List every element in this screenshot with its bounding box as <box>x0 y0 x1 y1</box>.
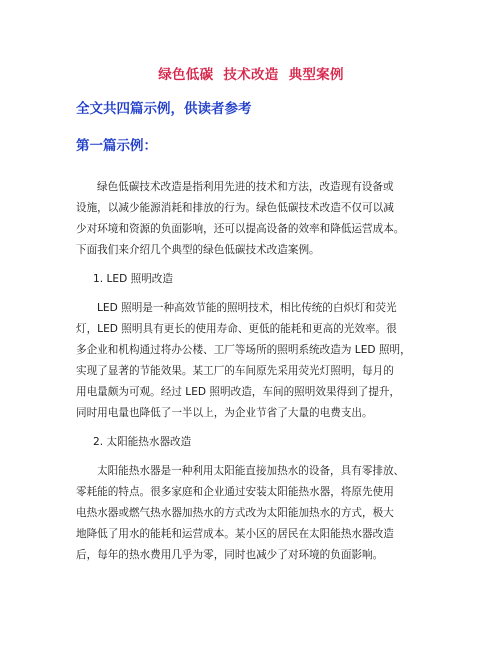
paragraph-line: 灯，LED 照明具有更长的使用寿命、更低的能耗和更高的光效率。很 <box>76 323 397 335</box>
paragraph-line: 下面我们来介绍几个典型的绿色低碳技术改造案例。 <box>76 244 320 256</box>
intro-heading: 全文共四篇示例，供读者参考 <box>76 101 252 117</box>
paragraph-line: 地降低了用水的能耗和运营成本。某小区的居民在太阳能热水器改造 <box>76 528 394 540</box>
paragraph-line: 设施，以减少能源消耗和排放的行为。绿色低碳技术改造不仅可以减 <box>76 202 394 214</box>
paragraph-line: 零耗能的特点。很多家庭和企业通过安装太阳能热水器，将原先使用 <box>76 486 394 498</box>
paragraph-line: 同时用电量也降低了一半以上，为企业节省了大量的电费支出。 <box>76 407 373 419</box>
paragraph-line: 电热水器或燃气热水器加热水的方式改为太阳能加热水的方式，极大 <box>76 507 394 519</box>
paragraph-line: 后，每年的热水费用几乎为零，同时也减少了对环境的负面影响。 <box>76 549 384 561</box>
paragraph-line: 用电量颇为可观。经过 LED 照明改造，车间的照明效果得到了提升， <box>76 386 401 398</box>
paragraph-line: 少对环境和资源的负面影响，还可以提高设备的效率和降低运营成本。 <box>76 223 405 235</box>
subheading: 2. 太阳能热水器改造 <box>93 436 192 448</box>
paragraph-line: 多企业和机构通过将办公楼、工厂等场所的照明系统改造为 LED 照明， <box>76 344 411 356</box>
paragraph-line: 实现了显著的节能效果。某工厂的车间原先采用荧光灯照明，每月的 <box>76 365 394 377</box>
paragraph-line: 绿色低碳技术改造是指利用先进的技术和方法，改造现有设备或 <box>97 181 394 193</box>
section-heading: 第一篇示例： <box>76 138 157 154</box>
document-title: 绿色低碳 技术改造 典型案例 <box>158 67 344 83</box>
paragraph-line: LED 照明是一种高效节能的照明技术，相比传统的白炽灯和荧光 <box>97 302 397 314</box>
paragraph-line: 太阳能热水器是一种利用太阳能直接加热水的设备，具有零排放、 <box>97 465 405 477</box>
subheading: 1. LED 照明改造 <box>93 273 173 285</box>
